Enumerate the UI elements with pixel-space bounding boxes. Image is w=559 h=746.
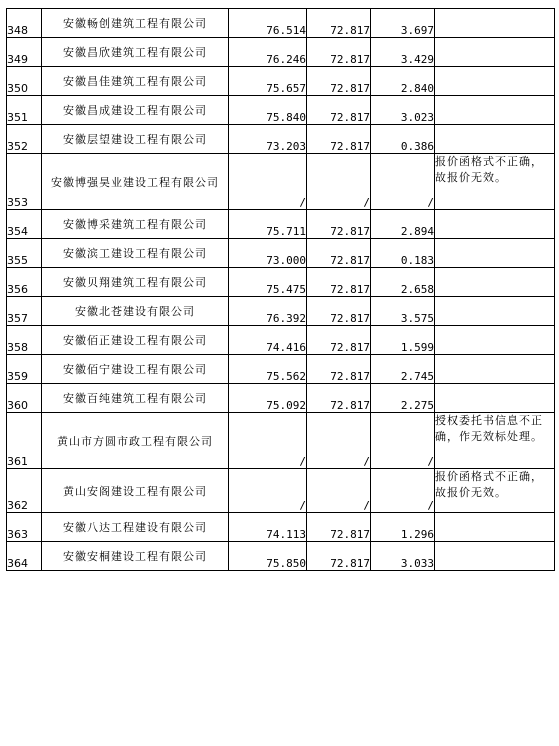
bid-score-cell: 76.392: [229, 297, 307, 326]
remark-cell: [435, 355, 555, 384]
bid-table: [6, 8, 555, 571]
benchmark-score-cell: 72.817: [307, 355, 371, 384]
bid-score-cell: 75.562: [229, 355, 307, 384]
bid-score-cell: 74.416: [229, 326, 307, 355]
table-row: [7, 413, 555, 469]
difference-cell: 3.429: [371, 38, 435, 67]
company-name-cell: 黄山安阁建设工程有限公司: [42, 469, 229, 513]
difference-cell: 0.386: [371, 125, 435, 154]
table-row: [7, 469, 555, 513]
remark-cell: 报价函格式不正确，故报价无效。: [435, 469, 555, 513]
remark-cell: [435, 210, 555, 239]
table-row: [7, 355, 555, 384]
benchmark-score-cell: 72.817: [307, 542, 371, 571]
row-number-cell: 359: [7, 355, 42, 384]
company-name-cell: 安徽层望建设工程有限公司: [42, 125, 229, 154]
company-name-cell: 安徽佰宁建设工程有限公司: [42, 355, 229, 384]
difference-cell: 2.745: [371, 355, 435, 384]
row-number-cell: 357: [7, 297, 42, 326]
difference-cell: 2.840: [371, 67, 435, 96]
benchmark-score-cell: 72.817: [307, 326, 371, 355]
company-name-cell: 安徽昌成建设工程有限公司: [42, 96, 229, 125]
table-row: [7, 38, 555, 67]
benchmark-score-cell: 72.817: [307, 297, 371, 326]
benchmark-score-cell: /: [307, 413, 371, 469]
row-number-cell: 356: [7, 268, 42, 297]
table-row: [7, 384, 555, 413]
remark-cell: [435, 67, 555, 96]
row-number-cell: 348: [7, 9, 42, 38]
table-row: [7, 239, 555, 268]
row-number-cell: 362: [7, 469, 42, 513]
benchmark-score-cell: 72.817: [307, 210, 371, 239]
table-row: [7, 326, 555, 355]
difference-cell: 3.575: [371, 297, 435, 326]
row-number-cell: 360: [7, 384, 42, 413]
company-name-cell: 安徽百纯建筑工程有限公司: [42, 384, 229, 413]
remark-cell: [435, 326, 555, 355]
row-number-cell: 353: [7, 154, 42, 210]
row-number-cell: 358: [7, 326, 42, 355]
bid-score-cell: 76.246: [229, 38, 307, 67]
benchmark-score-cell: 72.817: [307, 384, 371, 413]
difference-cell: 2.275: [371, 384, 435, 413]
difference-cell: 3.697: [371, 9, 435, 38]
company-name-cell: 安徽佰正建设工程有限公司: [42, 326, 229, 355]
difference-cell: 0.183: [371, 239, 435, 268]
table-row: [7, 9, 555, 38]
row-number-cell: 351: [7, 96, 42, 125]
row-number-cell: 364: [7, 542, 42, 571]
remark-cell: [435, 268, 555, 297]
table-row: [7, 67, 555, 96]
bid-score-cell: 75.711: [229, 210, 307, 239]
table-row: [7, 268, 555, 297]
bid-score-cell: 75.092: [229, 384, 307, 413]
benchmark-score-cell: 72.817: [307, 268, 371, 297]
remark-cell: [435, 125, 555, 154]
benchmark-score-cell: /: [307, 154, 371, 210]
table-row: [7, 125, 555, 154]
table-row: [7, 542, 555, 571]
bid-score-cell: 75.657: [229, 67, 307, 96]
benchmark-score-cell: 72.817: [307, 125, 371, 154]
bid-score-cell: /: [229, 469, 307, 513]
row-number-cell: 361: [7, 413, 42, 469]
company-name-cell: 安徽安桐建设工程有限公司: [42, 542, 229, 571]
benchmark-score-cell: 72.817: [307, 513, 371, 542]
company-name-cell: 安徽昌佳建筑工程有限公司: [42, 67, 229, 96]
benchmark-score-cell: 72.817: [307, 239, 371, 268]
company-name-cell: 安徽滨工建设工程有限公司: [42, 239, 229, 268]
table-row: [7, 210, 555, 239]
bid-score-cell: 75.475: [229, 268, 307, 297]
bid-score-cell: /: [229, 413, 307, 469]
remark-cell: [435, 38, 555, 67]
difference-cell: 1.599: [371, 326, 435, 355]
remark-cell: [435, 513, 555, 542]
difference-cell: /: [371, 413, 435, 469]
remark-cell: 报价函格式不正确，故报价无效。: [435, 154, 555, 210]
bid-score-cell: 75.840: [229, 96, 307, 125]
row-number-cell: 349: [7, 38, 42, 67]
row-number-cell: 350: [7, 67, 42, 96]
benchmark-score-cell: 72.817: [307, 38, 371, 67]
remark-cell: [435, 297, 555, 326]
company-name-cell: 安徽畅创建筑工程有限公司: [42, 9, 229, 38]
bid-table-body: [7, 9, 555, 571]
bid-score-cell: 75.850: [229, 542, 307, 571]
company-name-cell: 黄山市方圆市政工程有限公司: [42, 413, 229, 469]
bid-score-cell: 73.000: [229, 239, 307, 268]
company-name-cell: 安徽昌欣建筑工程有限公司: [42, 38, 229, 67]
company-name-cell: 安徽北苍建设有限公司: [42, 297, 229, 326]
difference-cell: 3.033: [371, 542, 435, 571]
difference-cell: 1.296: [371, 513, 435, 542]
company-name-cell: 安徽八达工程建设有限公司: [42, 513, 229, 542]
bid-score-cell: 74.113: [229, 513, 307, 542]
benchmark-score-cell: 72.817: [307, 96, 371, 125]
difference-cell: 2.894: [371, 210, 435, 239]
row-number-cell: 363: [7, 513, 42, 542]
table-row: [7, 513, 555, 542]
table-row: [7, 96, 555, 125]
difference-cell: 2.658: [371, 268, 435, 297]
row-number-cell: 352: [7, 125, 42, 154]
company-name-cell: 安徽贝翔建筑工程有限公司: [42, 268, 229, 297]
bid-score-cell: 73.203: [229, 125, 307, 154]
table-row: [7, 297, 555, 326]
bid-score-cell: 76.514: [229, 9, 307, 38]
company-name-cell: 安徽博强昊业建设工程有限公司: [42, 154, 229, 210]
remark-cell: [435, 384, 555, 413]
remark-cell: 授权委托书信息不正确，作无效标处理。: [435, 413, 555, 469]
remark-cell: [435, 542, 555, 571]
difference-cell: /: [371, 154, 435, 210]
benchmark-score-cell: /: [307, 469, 371, 513]
remark-cell: [435, 96, 555, 125]
bid-score-cell: /: [229, 154, 307, 210]
row-number-cell: 355: [7, 239, 42, 268]
remark-cell: [435, 9, 555, 38]
difference-cell: /: [371, 469, 435, 513]
benchmark-score-cell: 72.817: [307, 9, 371, 38]
table-row: [7, 154, 555, 210]
difference-cell: 3.023: [371, 96, 435, 125]
remark-cell: [435, 239, 555, 268]
company-name-cell: 安徽博采建筑工程有限公司: [42, 210, 229, 239]
row-number-cell: 354: [7, 210, 42, 239]
benchmark-score-cell: 72.817: [307, 67, 371, 96]
